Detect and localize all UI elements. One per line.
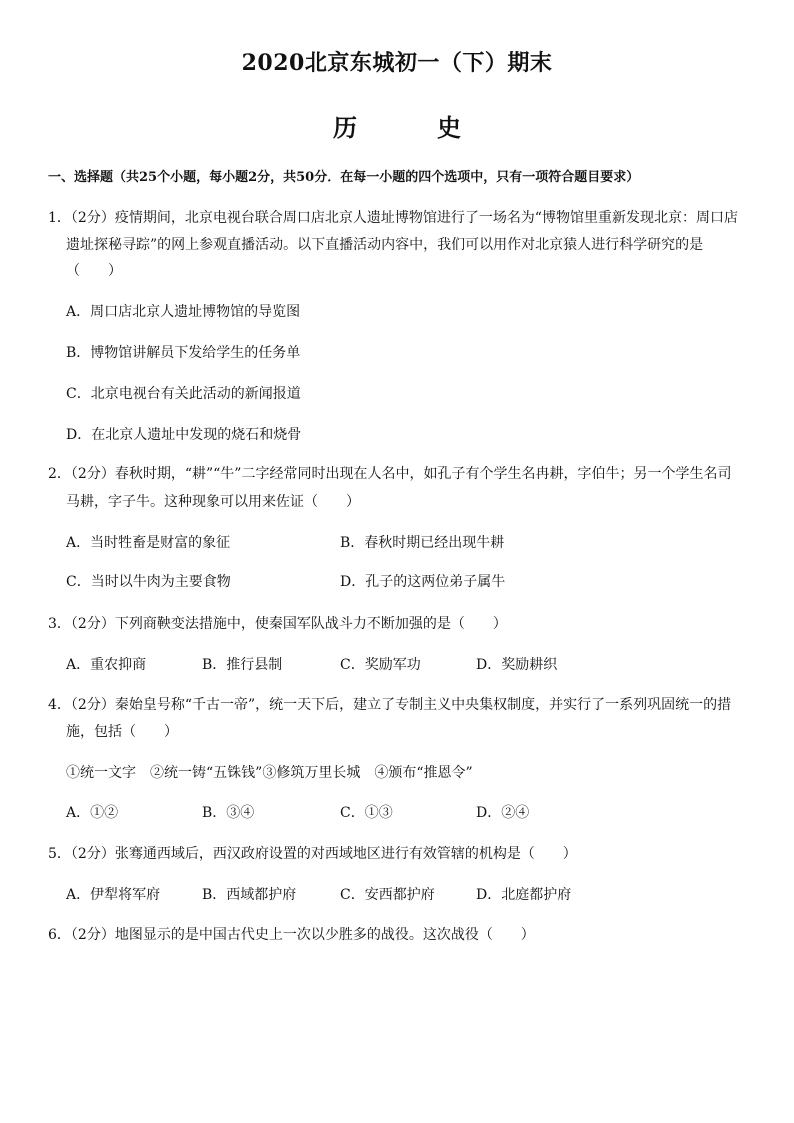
question-1-line-2: 遗址探秘寻踪”的网上参观直播活动。以下直播活动内容中，我们可以用作对北京猿人进行科学研究的是 xyxy=(66,237,704,253)
question-1-line-1: 1．（2分）疫情期间，北京电视台联合周口店北京人遗址博物馆进行了一场名为“博物馆里重新发现北京：周口店 xyxy=(48,210,738,226)
question-2-line-2: 马耕，字子牛。这种现象可以用来佐证（ ） xyxy=(66,494,360,510)
exam-title: 2020北京东城初一（下）期末 xyxy=(241,50,553,76)
question-4-option-d: D．②④ xyxy=(476,805,530,821)
question-1-line-3: （ ） xyxy=(66,263,122,279)
question-4-line-1: 4．（2分）秦始皇号称“千古一帝”，统一天下后，建立了专制主义中央集权制度，并实行了一系列巩固统一的措 xyxy=(48,697,732,713)
section-heading: 一、选择题（共25个小题，每小题2分，共50分．在每一小题的四个选项中，只有一项符合题目要求） xyxy=(48,170,640,185)
question-6-line-1: 6．（2分）地图显示的是中国古代史上一次以少胜多的战役。这次战役（ ） xyxy=(48,927,535,943)
question-1-option-c: C．北京电视台有关此活动的新闻报道 xyxy=(66,386,301,402)
question-4-option-a: A．①② xyxy=(66,805,119,821)
question-5-option-b: B．西域都护府 xyxy=(202,887,297,903)
question-1-option-d: D．在北京人遗址中发现的烧石和烧骨 xyxy=(66,427,302,443)
question-2-option-a: A．当时牲畜是财富的象征 xyxy=(66,535,231,551)
question-4-option-b: B．③④ xyxy=(202,805,255,821)
question-5-option-a: A．伊犁将军府 xyxy=(66,887,161,903)
question-3-option-a: A．重农抑商 xyxy=(66,657,147,673)
question-2-option-c: C．当时以牛肉为主要食物 xyxy=(66,574,231,590)
question-5-line-1: 5．（2分）张骞通西域后，西汉政府设置的对西域地区进行有效管辖的机构是（ ） xyxy=(48,846,577,862)
question-2-option-b: B．春秋时期已经出现牛耕 xyxy=(340,535,505,551)
question-4-statements: ①统一文字 ②统一铸“五铢钱”③修筑万里长城 ④颁布“推恩令” xyxy=(66,765,473,781)
question-4-line-2: 施，包括（ ） xyxy=(66,724,178,740)
question-5-option-c: C．安西都护府 xyxy=(340,887,435,903)
question-3-option-d: D．奖励耕织 xyxy=(476,657,558,673)
subject-heading: 历 史 xyxy=(333,113,489,142)
question-3-line-1: 3．（2分）下列商鞅变法措施中，使秦国军队战斗力不断加强的是（ ） xyxy=(48,616,507,632)
question-2-option-d: D．孔子的这两位弟子属牛 xyxy=(340,574,506,590)
question-4-option-c: C．①③ xyxy=(340,805,393,821)
question-2-line-1: 2．（2分）春秋时期，“耕”“牛”二字经常同时出现在人名中，如孔子有个学生名冉耕，字伯牛；另一个学生名司 xyxy=(48,466,732,482)
question-5-option-d: D．北庭都护府 xyxy=(476,887,572,903)
question-3-option-c: C．奖励军功 xyxy=(340,657,421,673)
question-1-option-b: B．博物馆讲解员下发给学生的任务单 xyxy=(66,345,301,361)
question-3-option-b: B．推行县制 xyxy=(202,657,283,673)
question-1-option-a: A．周口店北京人遗址博物馆的导览图 xyxy=(66,304,301,320)
